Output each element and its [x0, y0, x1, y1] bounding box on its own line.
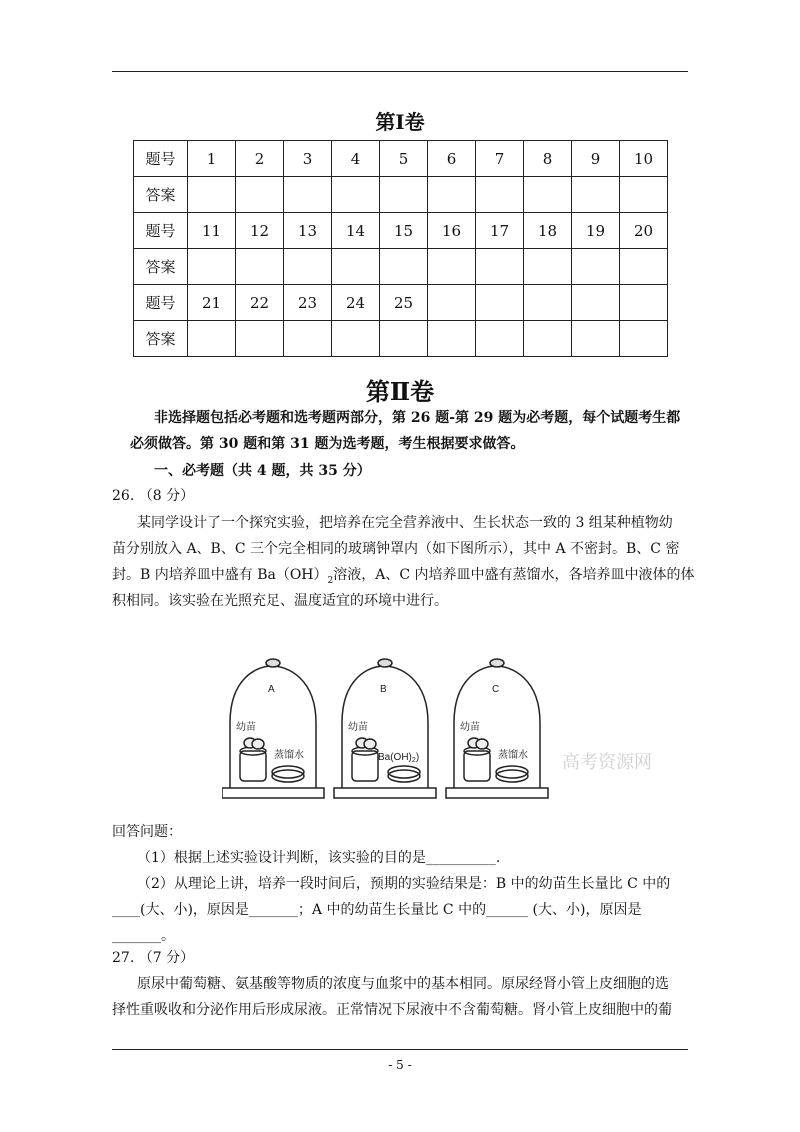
qnum-cell: 1 [188, 141, 236, 177]
answer-cell[interactable] [524, 249, 572, 285]
jar-c-label: C [492, 684, 500, 695]
jar-a-label: A [268, 684, 275, 695]
q27-text-line1: 原尿中葡萄糖、氨基酸等物质的浓度与血浆中的基本相同。原尿经肾小管上皮细胞的选 [137, 976, 669, 992]
table-row-qnum-1 [134, 141, 668, 177]
qnum-cell: 21 [188, 285, 236, 321]
volume2-intro-line1: 非选择题包括必考题和选考题两部分，第 26 题-第 29 题为必考题，每个试题考生都 [154, 410, 681, 426]
qnum-cell: 15 [380, 213, 428, 249]
jar-a-seedling-label: 幼苗 [236, 722, 256, 733]
qnum-cell: 2 [236, 141, 284, 177]
baoh-prefix: Ba(OH) [378, 752, 412, 763]
qnum-cell: 20 [620, 213, 668, 249]
qnum-cell: 12 [236, 213, 284, 249]
qnum-cell: 4 [332, 141, 380, 177]
answer-cell[interactable] [524, 321, 572, 357]
q26-text-line1: 某同学设计了一个探究实验，把培养在完全营养液中、生长状态一致的 3 组某种植物幼 [137, 515, 673, 531]
volume2-title: 第Ⅱ卷 [365, 377, 435, 406]
bell-jar-diagram [222, 648, 742, 813]
table-row-qnum-2 [134, 213, 668, 249]
qnum-cell: 5 [380, 141, 428, 177]
answer-cell[interactable] [572, 249, 620, 285]
jar-c-seedling-label: 幼苗 [460, 722, 480, 733]
q26-sub1: （1）根据上述实验设计判断，该实验的目的是__________. [137, 850, 501, 866]
qnum-cell: 19 [572, 213, 620, 249]
answer-table [133, 140, 668, 357]
answer-cell[interactable] [332, 321, 380, 357]
qnum-cell: 6 [428, 141, 476, 177]
qnum-cell [572, 285, 620, 321]
q26-text-line4: 积相同。该实验在光照充足、温度适宜的环境中进行。 [112, 593, 448, 609]
answer-cell[interactable] [380, 321, 428, 357]
qnum-cell: 22 [236, 285, 284, 321]
q26-text-line3a: 封。B 内培养皿中盛有 Ba（OH） [112, 567, 328, 583]
answer-cell[interactable] [428, 249, 476, 285]
footer-rule [112, 1049, 688, 1050]
qnum-cell: 9 [572, 141, 620, 177]
page-number: - 5 - [388, 1058, 412, 1072]
q26-text-line3-sub: 2 [327, 575, 334, 586]
answer-cell[interactable] [428, 177, 476, 213]
volume1-title: 第Ⅰ卷 [375, 110, 425, 134]
qnum-cell: 18 [524, 213, 572, 249]
qnum-cell: 13 [284, 213, 332, 249]
q27-header: 27. （7 分） [112, 950, 195, 966]
baoh-suffix: ) [415, 752, 420, 763]
q26-sub2-line1: （2）从理论上讲，培养一段时间后，预期的实验结果是：B 中的幼苗生长量比 C 中的 [137, 876, 671, 892]
answer-cell[interactable] [236, 177, 284, 213]
qnum-cell: 7 [476, 141, 524, 177]
table-row-qnum-3 [134, 285, 668, 321]
q26-text-line3b: 溶液，A、C 内培养皿中盛有蒸馏水，各培养皿中液体的体 [333, 567, 695, 583]
qnum-cell [476, 285, 524, 321]
qnum-cell: 14 [332, 213, 380, 249]
qnum-label: 题号 [134, 213, 188, 249]
header-rule [112, 71, 688, 72]
table-row-answer-2 [134, 249, 668, 285]
answer-cell[interactable] [284, 321, 332, 357]
qnum-label: 题号 [134, 141, 188, 177]
watermark-text: 高考资源网 [562, 752, 652, 773]
qnum-cell [620, 285, 668, 321]
q26-sub2-line3: _______。 [112, 928, 175, 944]
answer-cell[interactable] [620, 249, 668, 285]
q26-header: 26. （8 分） [112, 488, 195, 504]
table-row-answer-3 [134, 321, 668, 357]
qnum-cell: 16 [428, 213, 476, 249]
baoh-sub: 2 [411, 757, 416, 764]
jar-a-water-label: 蒸馏水 [274, 750, 304, 761]
answer-cell[interactable] [188, 249, 236, 285]
answer-label: 答案 [134, 177, 188, 213]
jar-b-seedling-label: 幼苗 [348, 722, 368, 733]
answer-cell[interactable] [524, 177, 572, 213]
q27-text-line2: 择性重吸收和分泌作用后形成尿液。正常情况下尿液中不含葡萄糖。肾小管上皮细胞中的葡 [112, 1002, 672, 1018]
answer-cell[interactable] [620, 177, 668, 213]
jar-c-water-label: 蒸馏水 [498, 750, 528, 761]
qnum-cell: 8 [524, 141, 572, 177]
answer-cell[interactable] [284, 177, 332, 213]
qnum-cell: 25 [380, 285, 428, 321]
answer-label: 答案 [134, 249, 188, 285]
q26-sub2-line2: ____(大、小)，原因是_______；A 中的幼苗生长量比 C 中的______ (大、小)，原因是 [112, 902, 642, 918]
answer-cell[interactable] [428, 321, 476, 357]
answer-cell[interactable] [476, 249, 524, 285]
qnum-cell [524, 285, 572, 321]
answer-cell[interactable] [380, 249, 428, 285]
q26-answer-prompt: 回答问题： [112, 824, 182, 840]
answer-cell[interactable] [620, 321, 668, 357]
answer-cell[interactable] [332, 249, 380, 285]
answer-cell[interactable] [476, 177, 524, 213]
answer-cell[interactable] [188, 177, 236, 213]
table-row-answer-1 [134, 177, 668, 213]
answer-cell[interactable] [572, 177, 620, 213]
qnum-cell: 3 [284, 141, 332, 177]
answer-label: 答案 [134, 321, 188, 357]
jar-b-baoh-label [378, 752, 419, 764]
q26-text-line2: 苗分别放入 A、B、C 三个完全相同的玻璃钟罩内（如下图所示），其中 A 不密封。B、C 密 [112, 541, 680, 557]
qnum-label: 题号 [134, 285, 188, 321]
qnum-cell [428, 285, 476, 321]
qnum-cell: 17 [476, 213, 524, 249]
answer-cell[interactable] [188, 321, 236, 357]
answer-cell[interactable] [236, 249, 284, 285]
section-heading: 一、必考题（共 4 题，共 35 分） [154, 463, 371, 479]
answer-cell[interactable] [476, 321, 524, 357]
answer-cell[interactable] [236, 321, 284, 357]
qnum-cell: 10 [620, 141, 668, 177]
volume2-intro-line2: 必须做答。第 30 题和第 31 题为选考题，考生根据要求做答。 [130, 436, 525, 452]
answer-cell[interactable] [380, 177, 428, 213]
qnum-cell: 24 [332, 285, 380, 321]
answer-cell[interactable] [332, 177, 380, 213]
qnum-cell: 11 [188, 213, 236, 249]
answer-cell[interactable] [284, 249, 332, 285]
qnum-cell: 23 [284, 285, 332, 321]
jar-b-label: B [380, 684, 387, 695]
answer-cell[interactable] [572, 321, 620, 357]
